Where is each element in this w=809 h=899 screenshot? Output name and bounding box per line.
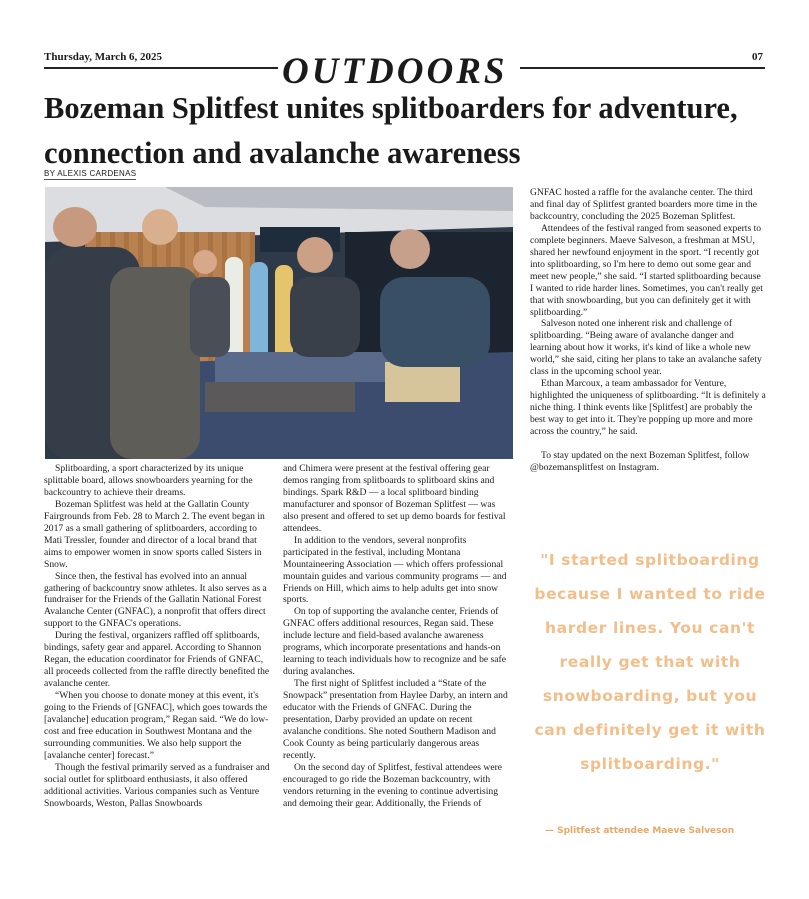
byline[interactable]: BY ALEXIS CARDENAS	[44, 169, 137, 178]
paragraph: In addition to the vendors, several nonprofits participated in the festival, including Montana Mountaineering Association — which offers professional mountain guides and various community programs — and Friends on Hill, which aims to help adults get into snow sports.	[283, 534, 507, 606]
paragraph: The first night of Splitfest included a “State of the Snowpack” presentation from Haylee Darby, an intern and educator with the Friends of GNFAC. During the presentation, Darby provided an update on recent avalanche conditions. She noted Southern Madison and Cook County as being particularly dangerous areas recently.	[283, 678, 508, 761]
article-column-1	[44, 463, 272, 810]
paragraph: On the second day of Splitfest, festival attendees were encouraged to go ride the Bozeman backcountry, with vendors returning in the evening to continue advertising and demoing their gear. Additionally, the Friends of	[283, 761, 503, 809]
paragraph: Attendees of the festival ranged from seasoned experts to complete beginners. Maeve Salveson, a freshman at MSU, shared her newfound enjoyment in the sport. “I recently got into splitboarding, so I'm here to demo out some gear and meet new people,” she said. “I started splitboarding because I wanted to ride harder lines. Sometimes, you can't really get that with snowboarding, but you can definitely get it with splitboarding.”	[530, 222, 763, 318]
paragraph: Bozeman Splitfest was held at the Gallatin County Fairgrounds from Feb. 28 to March 2. The event began in 2017 as a small gathering of splitboarders, according to Mati Tressler, founder and director of a local brand that aims to empower women in snow sports called Sisters in Snow.	[44, 498, 265, 570]
paragraph: GNFAC hosted a raffle for the avalanche center. The third and final day of Splitfest granted boarders more time in the backcountry, concluding the 2025 Bozeman Splitfest.	[530, 187, 757, 222]
paragraph: Though the festival primarily served as a fundraiser and social outlet for splitboard enthusiasts, it also offered additional activities. Various companies such as Venture Snowboards, Weston, Pallas Snowboards	[44, 761, 270, 809]
pull-quote: "I started splitboarding because I wanted to ride harder lines. You can't really get that with snowboarding, but you can definitely get it with splitboarding."	[534, 551, 766, 773]
paragraph: Splitboarding, a sport characterized by its unique splittable board, allows snowboarders yearning for the backcountry to achieve their dreams.	[44, 463, 253, 498]
article-column-2	[283, 463, 511, 810]
paragraph: To stay updated on the next Bozeman Splitfest, follow @bozemansplitfest on Instagram.	[530, 450, 750, 473]
header-rule-right	[520, 67, 765, 69]
section-title: OUTDOORS	[282, 51, 508, 92]
paragraph: On top of supporting the avalanche center, Friends of GNFAC offers additional resources, Regan said. These include lecture and field-based avalanche awareness programs, which incorporate presentations and hands-on learning to teach individuals how to recognize and be safe during avalanches.	[283, 606, 506, 678]
article-photo	[45, 187, 513, 459]
paragraph: Ethan Marcoux, a team ambassador for Venture, highlighted the uniqueness of splitboarding. “It is definitely a niche thing. I think events like [Splitfest] are probably the best way to get into it. They're popping up more and more across the country,” he said.	[530, 378, 766, 438]
article-headline: Bozeman Splitfest unites splitboarders for adventure, connection and avalanche awareness	[44, 91, 738, 170]
paragraph: “When you choose to donate money at this event, it's going to the Friends of [GNFAC], which goes towards the [avalanche] education program,” Regan said. “We do low-cost and free education in Southwest Montana and the surrounding communities. We also help support the [avalanche center] forecast.”	[44, 690, 269, 761]
page-number: 07	[752, 51, 763, 63]
pull-quote-attribution: — Splitfest attendee Maeve Salveson	[545, 826, 735, 836]
photo-illustration	[45, 187, 513, 459]
header-rule-left	[44, 67, 278, 69]
paragraph: During the festival, organizers raffled off splitboards, bindings, safety gear and apparel. According to Shannon Regan, the education coordinator for Friends of GNFAC, all proceeds collected from the raffle directly benefited the avalanche center.	[44, 630, 270, 690]
article-column-3	[530, 187, 766, 474]
paragraph: Salveson noted one inherent risk and challenge of splitboarding. “Being aware of avalanche danger and learning about how it works, it's kind of like a whole new world,” she said, citing her plans to take an avalanche safety class in the upcoming school year.	[530, 318, 762, 378]
paragraph: Since then, the festival has evolved into an annual gathering of backcountry snow athletes. It also serves as a fundraiser for the Friends of the Gallatin National Forest Avalanche Center (GNFAC), a nonprofit that offers direct support to the GNFAC's operations.	[44, 570, 267, 630]
paragraph: and Chimera were present at the festival offering gear demos ranging from splitboards to splitboard skins and bindings. Spark R&D — a local splitboard binding manufacturer and sponsor of Bozeman Splitfest — was also present and offered to set up demo boards for festival attendees.	[283, 463, 506, 534]
issue-date: Thursday, March 6, 2025	[44, 51, 163, 63]
